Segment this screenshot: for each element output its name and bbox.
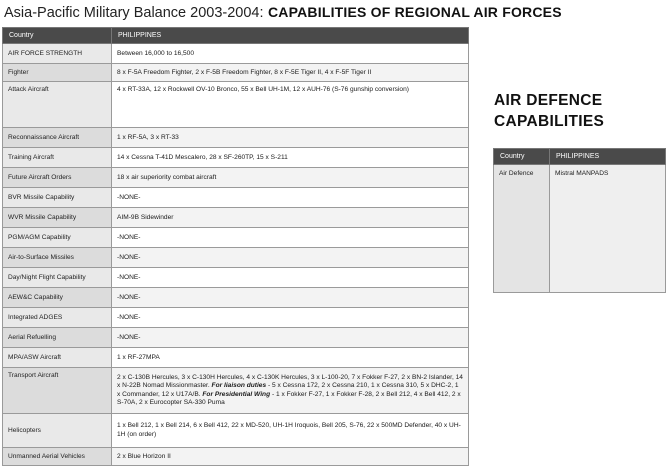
title-separator: : (259, 5, 264, 21)
table-row (3, 64, 469, 82)
row-label: Reconnaissance Aircraft (3, 128, 112, 148)
air-defence-header-row (494, 149, 666, 165)
air-defence-heading (494, 90, 644, 132)
table-row (3, 228, 469, 248)
row-label: Fighter (3, 64, 112, 82)
title-main: Asia-Pacific Military Balance 2003-2004 (4, 5, 260, 21)
row-label: Training Aircraft (3, 148, 112, 168)
table-row (3, 268, 469, 288)
row-value: -NONE- (112, 228, 469, 248)
row-value: 4 x RT-33A, 12 x Rockwell OV-10 Bronco, 55 x Bell UH-1M, 12 x AUH-76 (S-76 gunship conversion) (112, 82, 469, 128)
row-label: Helicopters (3, 414, 112, 448)
transport-text-a: 2 x C-130B Hercules, 3 x C-130H Hercules, 4 x C-130K Hercules, 3 x L-100-20, 7 x Fokker F-27, 2 x BN-2 Islander, 14 x N-22B Nomad Missionmaster. (117, 373, 463, 389)
table-row-transport (3, 368, 469, 414)
air-defence-value: Mistral MANPADS (550, 165, 666, 293)
row-label: Future Aircraft Orders (3, 168, 112, 188)
row-value: 1 x Bell 212, 1 x Bell 214, 6 x Bell 412, 22 x MD-520, UH-1H Iroquois, Bell 205, S-76, 22 x 500MD Defender, 40 x UH-1H (on order) (112, 414, 469, 448)
row-label: Air-to-Surface Missiles (3, 248, 112, 268)
table-row (3, 148, 469, 168)
air-defence-heading-line2: CAPABILITIES (494, 113, 605, 130)
row-label: Integrated ADGES (3, 308, 112, 328)
row-value: 14 x Cessna T-41D Mescalero, 28 x SF-260TP, 15 x S-211 (112, 148, 469, 168)
row-label: BVR Missile Capability (3, 188, 112, 208)
transport-text-c: - 1 x Fokker F-27, 1 x Fokker F-28, 2 x Bell 212, 4 x Bell 412, 2 x S-70A, 2 x Eurocopter SA-330 Puma (117, 390, 461, 406)
row-value: -NONE- (112, 268, 469, 288)
air-defence-row (494, 165, 666, 293)
row-value: -NONE- (112, 248, 469, 268)
page-title (4, 4, 669, 26)
row-value: 2 x Blue Horizon II (112, 448, 469, 466)
transport-value (112, 368, 469, 414)
row-label: AIR FORCE STRENGTH (3, 44, 112, 64)
air-force-capabilities-table (2, 27, 469, 466)
row-label: PGM/AGM Capability (3, 228, 112, 248)
table-row (3, 44, 469, 64)
row-value: -NONE- (112, 288, 469, 308)
table-row (3, 348, 469, 368)
air-defence-heading-line1: AIR DEFENCE (494, 92, 603, 109)
row-value: -NONE- (112, 328, 469, 348)
air-defence-header-country: Country (494, 149, 550, 165)
table-row (3, 188, 469, 208)
table-row (3, 128, 469, 148)
table-row (3, 248, 469, 268)
air-defence-header-philippines: PHILIPPINES (550, 149, 666, 165)
table-row (3, 308, 469, 328)
row-label: MPA/ASW Aircraft (3, 348, 112, 368)
table-row-uav (3, 448, 469, 466)
table-row (3, 288, 469, 308)
row-value: -NONE- (112, 308, 469, 328)
table-row (3, 168, 469, 188)
row-value: -NONE- (112, 188, 469, 208)
header-country: Country (3, 28, 112, 44)
table-row-helicopters (3, 414, 469, 448)
title-subtitle: CAPABILITIES OF REGIONAL AIR FORCES (267, 4, 562, 20)
row-value: Between 16,000 to 16,500 (112, 44, 469, 64)
row-label: AEW&C Capability (3, 288, 112, 308)
row-label: WVR Missile Capability (3, 208, 112, 228)
row-label: Unmanned Aerial Vehicles (3, 448, 112, 466)
row-value: 8 x F-5A Freedom Fighter, 2 x F-5B Freedom Fighter, 8 x F-5E Tiger II, 4 x F-5F Tiger II (112, 64, 469, 82)
air-defence-table (493, 148, 666, 293)
transport-text-b: - 5 x Cessna 172, 2 x Cessna 210, 1 x Cessna 310, 5 x DHC-2, 1 x Commander, 12 x U17A/B. (117, 382, 459, 398)
air-defence-label: Air Defence (494, 165, 550, 293)
row-label: Day/Night Flight Capability (3, 268, 112, 288)
row-label: Aerial Refuelling (3, 328, 112, 348)
row-label: Transport Aircraft (3, 368, 112, 414)
row-value: 18 x air superiority combat aircraft (112, 168, 469, 188)
liaison-label: For liaison duties (211, 382, 267, 389)
table-row (3, 328, 469, 348)
header-philippines: PHILIPPINES (112, 28, 469, 44)
table-row (3, 82, 469, 128)
row-label: Attack Aircraft (3, 82, 112, 128)
row-value: 1 x RF-5A, 3 x RT-33 (112, 128, 469, 148)
row-value: 1 x RF-27MPA (112, 348, 469, 368)
presidential-label: For Presidential Wing (202, 390, 271, 398)
table-header-row (3, 28, 469, 44)
table-row (3, 208, 469, 228)
row-value: AIM-9B Sidewinder (112, 208, 469, 228)
